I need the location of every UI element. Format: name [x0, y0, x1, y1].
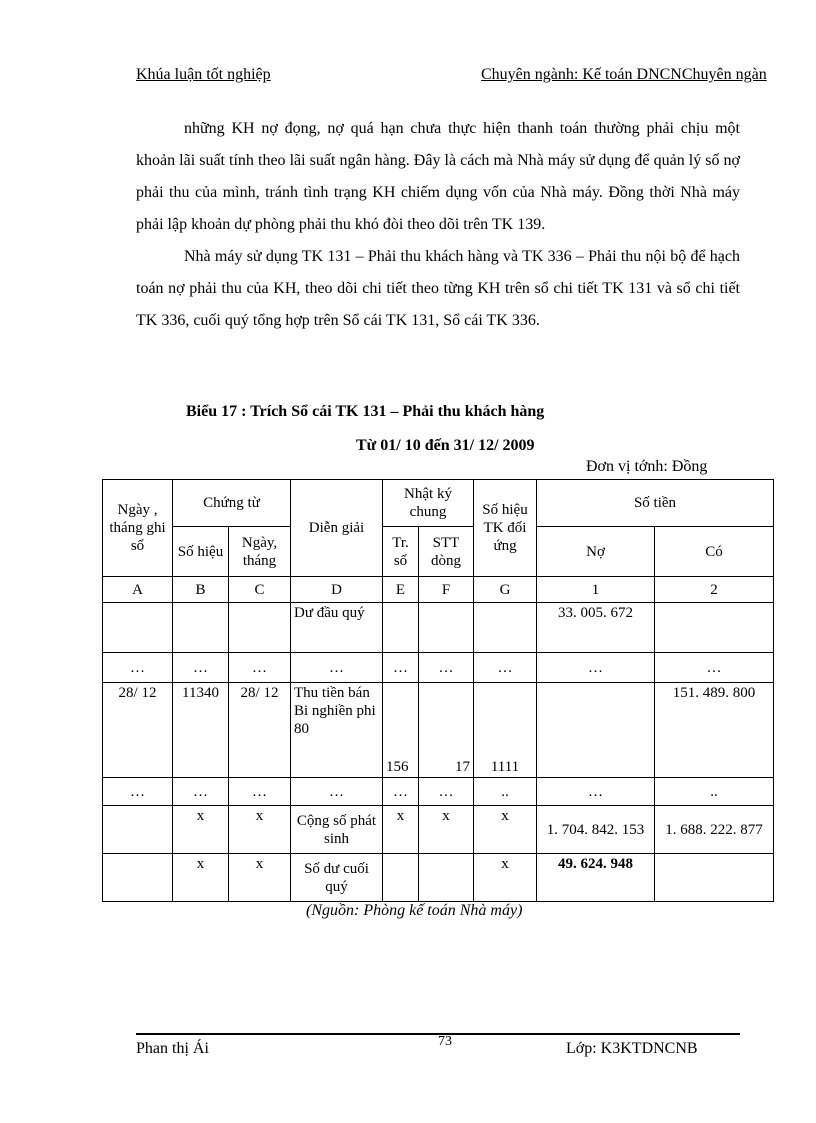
- cell-account: x: [474, 806, 537, 854]
- cell-voucher-no: …: [173, 653, 229, 683]
- cell-journal-line: 17: [419, 683, 474, 778]
- table-row: [103, 683, 774, 778]
- footer-class: Lớp: K3KTDNCNB: [566, 1040, 698, 1057]
- cell-credit: [655, 603, 774, 653]
- cell-voucher-date: 28/ 12: [229, 683, 291, 778]
- col-header-journal-page: Tr. số: [383, 527, 419, 577]
- code-cell: G: [474, 577, 537, 603]
- cell-journal-page: …: [383, 778, 419, 806]
- cell-journal-page: x: [383, 806, 419, 854]
- col-header-date: Ngày , tháng ghi sổ: [103, 480, 173, 577]
- cell-journal-line: …: [419, 653, 474, 683]
- cell-credit: 1. 688. 222. 877: [655, 806, 774, 854]
- cell-description: …: [291, 653, 383, 683]
- col-header-amount: Số tiền: [537, 480, 774, 527]
- cell-account: x: [474, 854, 537, 902]
- code-cell: 1: [537, 577, 655, 603]
- cell-voucher-date: …: [229, 778, 291, 806]
- cell-account: …: [474, 653, 537, 683]
- page-header: [136, 66, 816, 90]
- cell-journal-line: [419, 603, 474, 653]
- cell-voucher-no: x: [173, 854, 229, 902]
- header-row: [103, 527, 774, 577]
- code-cell: 2: [655, 577, 774, 603]
- cell-voucher-date: x: [229, 806, 291, 854]
- cell-date: …: [103, 653, 173, 683]
- col-header-voucher-no: Số hiệu: [173, 527, 229, 577]
- cell-account: ..: [474, 778, 537, 806]
- cell-date: …: [103, 778, 173, 806]
- code-cell: D: [291, 577, 383, 603]
- cell-description: Cộng số phát sinh: [291, 806, 383, 854]
- col-header-description: Diễn giải: [291, 480, 383, 577]
- unit-label: Đơn vị tớnh: Đồng: [586, 458, 708, 475]
- body-text: [136, 113, 740, 337]
- cell-journal-page: [383, 854, 419, 902]
- col-header-debit: Nợ: [537, 527, 655, 577]
- cell-voucher-date: [229, 603, 291, 653]
- table-subtitle: Từ 01/ 10 đến 31/ 12/ 2009: [356, 437, 535, 454]
- cell-voucher-no: x: [173, 806, 229, 854]
- cell-debit: 1. 704. 842. 153: [537, 806, 655, 854]
- code-cell: F: [419, 577, 474, 603]
- cell-date: [103, 806, 173, 854]
- cell-voucher-no: 11340: [173, 683, 229, 778]
- table-row: [103, 653, 774, 683]
- cell-journal-page: [383, 603, 419, 653]
- cell-credit: [655, 854, 774, 902]
- cell-journal-line: x: [419, 806, 474, 854]
- col-header-voucher-date: Ngày, tháng: [229, 527, 291, 577]
- col-header-journal: Nhật ký chung: [383, 480, 474, 527]
- code-cell: C: [229, 577, 291, 603]
- table-row: [103, 806, 774, 854]
- cell-journal-line: …: [419, 778, 474, 806]
- header-left-title: Khúa luận tốt nghiệp: [136, 66, 271, 83]
- cell-debit: [537, 683, 655, 778]
- cell-account: 1111: [474, 683, 537, 778]
- cell-description: Số dư cuối quý: [291, 854, 383, 902]
- cell-date: 28/ 12: [103, 683, 173, 778]
- cell-description: Thu tiền bán Bi nghiền phi 80: [291, 683, 383, 778]
- cell-voucher-date: …: [229, 653, 291, 683]
- col-header-voucher: Chứng từ: [173, 480, 291, 527]
- page-number: 73: [438, 1034, 452, 1049]
- cell-debit: …: [537, 778, 655, 806]
- paragraph: những KH nợ đọng, nợ quá hạn chưa thực hiện thanh toán thường phải chịu một khoản lãi suất tính theo lãi suất ngân hàng. Đây là cách mà Nhà máy sử dụng để quản lý số nợ phải thu của mình, tránh tình trạng KH chiếm dụng vốn của Nhà máy. Đồng thời Nhà máy phải lập khoản dự phòng phải thu khó đòi theo dõi trên TK 139.: [136, 120, 740, 233]
- table-title: Biểu 17 : Trích Sổ cái TK 131 – Phải thu khách hàng: [186, 403, 545, 420]
- cell-credit: 151. 489. 800: [655, 683, 774, 778]
- code-row: [103, 577, 774, 603]
- cell-journal-page: …: [383, 653, 419, 683]
- footer-author: Phan thị Ái: [136, 1040, 209, 1057]
- table-row: [103, 854, 774, 902]
- cell-debit: …: [537, 653, 655, 683]
- paragraph: Nhà máy sử dụng TK 131 – Phải thu khách hàng và TK 336 – Phải thu nội bộ để hạch toán nợ phải thu của KH, theo dõi chi tiết theo từng KH trên sổ chi tiết TK 131 và sổ chi tiết TK 336, cuối quý tổng hợp trên Sổ cái TK 131, Sổ cái TK 336.: [136, 248, 740, 329]
- cell-journal-page: 156: [383, 683, 419, 778]
- cell-description: Dư đầu quý: [291, 603, 383, 653]
- cell-voucher-no: [173, 603, 229, 653]
- source-note: (Nguồn: Phòng kế toán Nhà máy): [306, 902, 523, 919]
- header-row: [103, 480, 774, 527]
- code-cell: B: [173, 577, 229, 603]
- col-header-journal-line: STT dòng: [419, 527, 474, 577]
- table-row: [103, 603, 774, 653]
- cell-journal-line: [419, 854, 474, 902]
- cell-voucher-date: x: [229, 854, 291, 902]
- cell-credit: ..: [655, 778, 774, 806]
- col-header-account: Số hiệu TK đối ứng: [474, 480, 537, 577]
- cell-credit: …: [655, 653, 774, 683]
- cell-date: [103, 603, 173, 653]
- page-footer: [136, 1034, 740, 1064]
- code-cell: E: [383, 577, 419, 603]
- code-cell: A: [103, 577, 173, 603]
- cell-date: [103, 854, 173, 902]
- cell-debit: 49. 624. 948: [537, 854, 655, 902]
- col-header-credit: Có: [655, 527, 774, 577]
- cell-account: [474, 603, 537, 653]
- ledger-table: [102, 479, 774, 902]
- cell-voucher-no: …: [173, 778, 229, 806]
- cell-description: …: [291, 778, 383, 806]
- header-right-title: Chuyên ngành: Kế toán DNCNChuyên ngàn: [481, 66, 767, 83]
- table-row: [103, 778, 774, 806]
- cell-debit: 33. 005. 672: [537, 603, 655, 653]
